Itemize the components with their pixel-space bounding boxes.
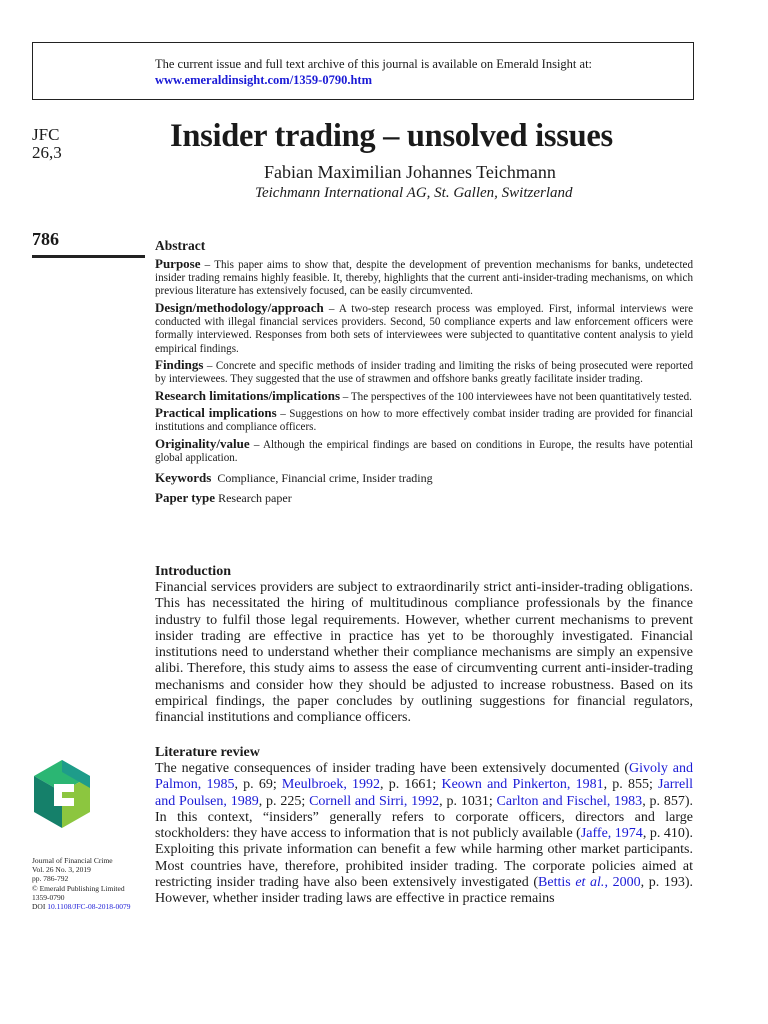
originality-text: – Although the empirical findings are based on conditions in Europe, the results have potential global application. xyxy=(155,438,693,465)
emerald-logo-icon xyxy=(30,758,94,830)
access-notice-text: The current issue and full text archive of this journal is available on Emerald Insight at: xyxy=(155,57,593,71)
citation-link[interactable]: Meulbroek, 1992 xyxy=(281,777,381,793)
meta-volume: Vol. 26 No. 3, 2019 xyxy=(32,865,91,875)
citation-year: , 2000 xyxy=(604,875,641,891)
litrev-text: , p. 855; xyxy=(603,777,659,793)
journal-citation-meta xyxy=(32,856,130,911)
meta-journal-name: Journal of Financial Crime xyxy=(32,856,113,865)
abstract-purpose xyxy=(155,257,693,299)
literature-review-heading: Literature review xyxy=(155,745,260,760)
abstract-design xyxy=(155,301,693,356)
practical-label: Practical implications xyxy=(155,405,277,421)
citation-link[interactable]: Carlton and Fischel, 1983 xyxy=(496,793,643,809)
purpose-label: Purpose xyxy=(155,256,201,271)
article-title: Insider trading – unsolved issues xyxy=(170,118,613,154)
journal-access-notice xyxy=(155,56,592,88)
litrev-text: , p. 193). However, whether insider trading laws are effective in practice remains xyxy=(155,875,693,907)
limitations-text: – The perspectives of the 100 interviewees have not been quantitatively tested. xyxy=(340,390,692,403)
meta-doi-link[interactable]: 10.1108/JFC-08-2018-0079 xyxy=(47,902,131,912)
article-author: Fabian Maximilian Johannes Teichmann xyxy=(264,162,556,182)
journal-code-abbrev: JFC xyxy=(32,125,60,144)
litrev-text: , p. 69; xyxy=(234,777,282,793)
findings-label: Findings xyxy=(155,357,204,373)
citation-link[interactable]: Cornell and Sirri, 1992 xyxy=(309,793,440,809)
citation-link[interactable] xyxy=(538,875,641,890)
limitations-label: Research limitations/implications xyxy=(155,387,341,403)
abstract-limitations xyxy=(155,389,693,404)
abstract-heading: Abstract xyxy=(155,238,206,253)
findings-text: – Concrete and specific methods of insider trading and limiting the risks of being prosecuted were reported by interviewees. They suggested that the use of strawmen and offshore banks greatly facilitate insider trading. xyxy=(155,360,693,386)
introduction-heading: Introduction xyxy=(155,564,231,579)
author-affiliation: Teichmann International AG, St. Gallen, Switzerland xyxy=(255,185,573,201)
litrev-text: , p. 410). Exploiting this private information can benefit a few while harming other market participants. Most countries have, therefore, prohibited insider trading. The corporate policies aimed at restricting insider trading have also been extensively investigated ( xyxy=(155,826,693,891)
meta-issn: 1359-0790 xyxy=(32,892,65,902)
paper-type-row xyxy=(155,491,693,505)
purpose-text: – This paper aims to show that, despite the development of prevention mechanisms for banks, undetected insider trading remains highly feasible. It, thereby, highlights that the current anti-insider-trading mechanisms, on which previous literature has extensively focused, can be easily circumvented. xyxy=(155,259,693,298)
litrev-text: The negative consequences of insider trading have been extensively documented ( xyxy=(155,761,630,776)
citation-etal: et al. xyxy=(575,875,605,891)
citation-link[interactable]: Jaffe, 1974 xyxy=(580,826,643,842)
keywords-row xyxy=(155,471,693,485)
literature-review-section xyxy=(155,745,693,908)
page-number-rule xyxy=(32,255,145,258)
journal-volume-code xyxy=(32,126,62,162)
litrev-text: , p. 857). In this context, “insiders” generally refers to corporate officers, directors and large stockholders: they have access to information that is not publicly available ( xyxy=(155,793,694,842)
originality-label: Originality/value xyxy=(155,435,250,451)
meta-copyright: © Emerald Publishing Limited xyxy=(32,883,125,893)
meta-pages: pp. 786-792 xyxy=(32,874,69,884)
abstract-findings xyxy=(155,358,693,386)
citation-author: Bettis xyxy=(538,875,576,891)
design-text: – A two-step research process was employed. First, informal interviews were conducted with illegal financial services providers. Second, 50 compliance experts and law enforcement officers were formally interviewed. Responses from both sets of interviewees were subjected to quantitative content analysis to yield empirical findings. xyxy=(155,302,693,355)
meta-doi-label: DOI xyxy=(32,902,46,912)
keywords-text: Compliance, Financial crime, Insider trading xyxy=(217,471,433,486)
introduction-section xyxy=(155,564,693,727)
litrev-text: , p. 1661; xyxy=(380,777,442,793)
litrev-text: , p. 225; xyxy=(258,793,310,809)
practical-text: – Suggestions on how to more effectively combat insider trading are provided for financial institutions and compliance officers. xyxy=(155,408,693,434)
keywords-label: Keywords xyxy=(155,470,212,486)
abstract-section xyxy=(155,238,693,505)
introduction-paragraph: Financial services providers are subject to extraordinarily strict anti-insider-trading obligations. This has necessitated the hiring of multitudinous compliance professionals by the finance industry to fulfil those legal requirements. However, whether current mechanisms to prevent insider trading are effective in practice has yet to be thoroughly investigated. Financial institutions need to understand whether their compliance mechanisms are simply an expensive alibi. Therefore, this study aims to assess the ease of circumventing current anti-insider-trading mechanisms and consider how they should be adjusted to increase robustness. Based on its empirical findings, the paper concludes by outlining suggestions for financial regulators, financial institutions and compliance officers. xyxy=(155,580,693,726)
litrev-text: , p. 1031; xyxy=(439,793,497,809)
journal-url-link[interactable]: www.emeraldinsight.com/1359-0790.htm xyxy=(155,73,372,87)
citation-link[interactable]: Jarrell and Poulsen, 1989 xyxy=(155,777,694,809)
design-label: Design/methodology/approach xyxy=(155,299,324,315)
page-number: 786 xyxy=(32,229,59,249)
literature-review-paragraph xyxy=(155,761,693,908)
citation-link[interactable]: Givoly and Palmon, 1985 xyxy=(155,761,693,793)
abstract-originality xyxy=(155,437,693,465)
citation-link[interactable]: Keown and Pinkerton, 1981 xyxy=(441,777,604,793)
abstract-practical xyxy=(155,406,693,434)
paper-type-text: Research paper xyxy=(218,491,292,506)
meta-doi xyxy=(32,902,130,911)
paper-type-label: Paper type xyxy=(155,490,216,506)
journal-volume-issue: 26,3 xyxy=(32,143,62,162)
